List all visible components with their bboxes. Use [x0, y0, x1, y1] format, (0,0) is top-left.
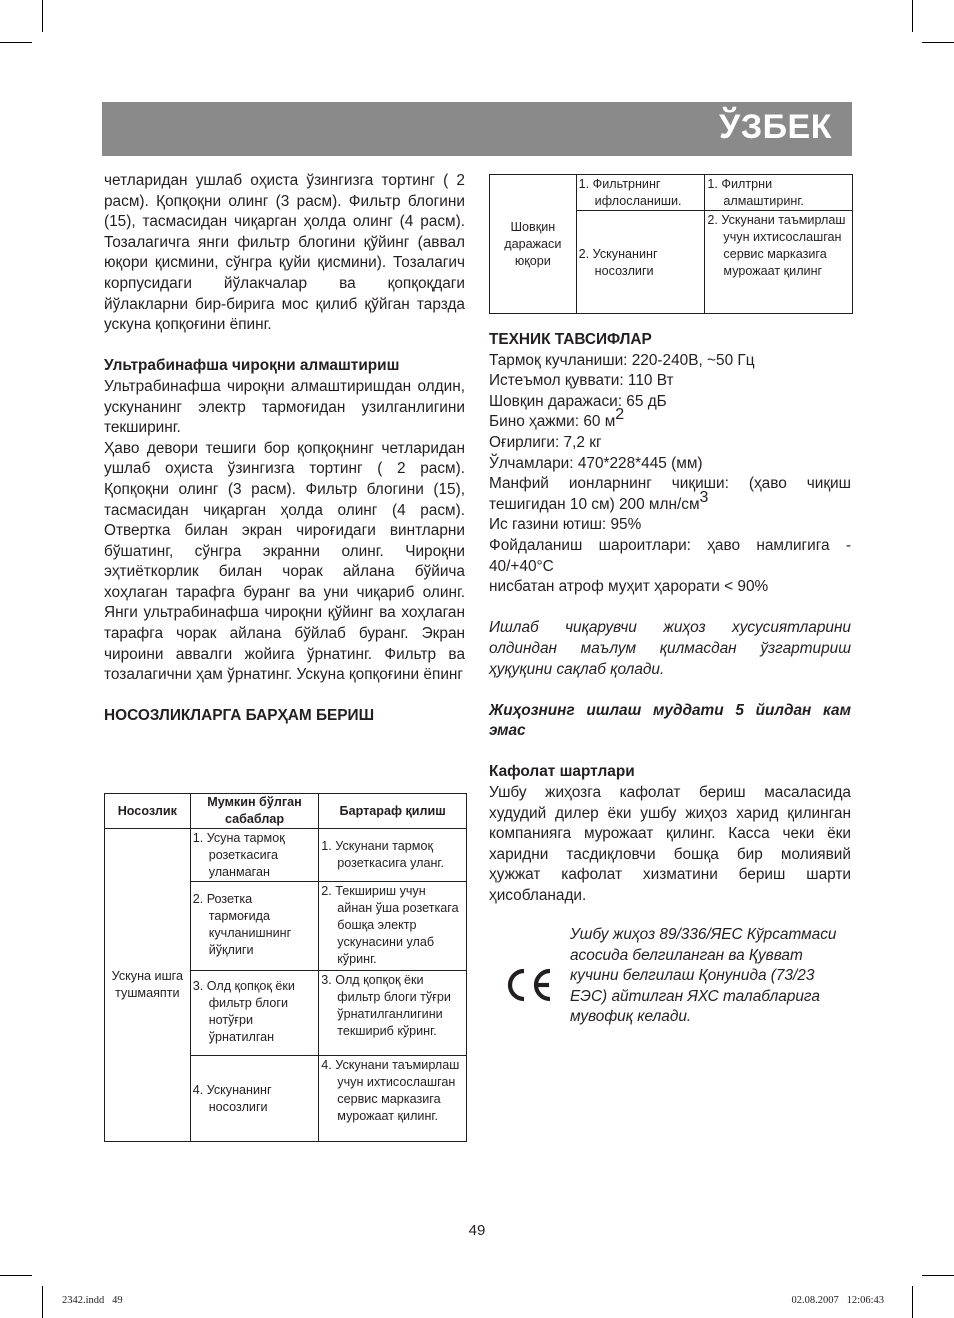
- cause-cell: 1. Усуна тармоқ розеткасига уланмаган: [192, 831, 285, 879]
- ce-mark-icon: [504, 967, 554, 1003]
- troubleshooting-table: [104, 793, 467, 1142]
- filter-replace-paragraph: четларидан ушлаб оҳиста ўзингизга тортинг ( 2 расм). Қопқоқни олинг (3 расм). Фильтр блогини (15), тасмасидан чиқарган ҳолда олинг (4 расм). Тозалагичга янги фильтр блогини қўйинг (аввал юқори қисмини, сўнгра қуйи қисмини). Тозалагич корпусидаги йўлакчалар ва қопқоқдаги йўлакларни бир-бирига мос қилиб қўйган тарзда ускуна қопқоғини ёпинг.: [104, 172, 465, 334]
- fix-cell: 1. Ускунани тармоқ розеткасига уланг.: [321, 839, 444, 870]
- uv-lamp-paragraph-2: Ҳаво девори тешиги бор қопқоқнинг четларидан ушлаб оҳиста ўзингизга тортинг ( 2 расм). Қопқоқни олинг (3 расм). Фильтр блогини (15), тасмасидан чиқарган ҳолда олинг (4 расм). Отвертка билан экран чироғидаги винтларни бўшатинг, сўнгра экранни олинг. Чироқни эҳтиёткорлик билан чорак айлана бўйича хоҳлаган тарафга буранг ва уни чиқариб олинг. Янги ультрабинафша чироқни қўйинг ва хоҳлаган тарафга чорак айлана бўйлаб буранг. Экран чироини аввалги жойига ўрнатинг. Фильтр ва тозалагични ҳам ўрнатинг. Ускуна қопқоғини ёпинг: [104, 439, 465, 684]
- spec-ions-text: Манфий ионларнинг чиқиши: (ҳаво чиқиш тешигидан 10 см) 200 млн/см: [489, 475, 851, 513]
- footer-date-info: 02.08.2007 12:06:43: [791, 1295, 884, 1306]
- cause-cell: 1. Фильтрнинг ифлосланиши.: [578, 177, 682, 208]
- warranty-heading: Кафолат шартлари: [489, 763, 635, 781]
- fix-cell: 2. Ускунани таъмирлаш учун ихтисослашган сервис марказига мурожаат қилинг: [707, 213, 846, 278]
- crop-mark: [42, 0, 43, 32]
- ce-compliance-text: Ушбу жиҳоз 89/336/ЯЕС Кўрсатмаси асосида белгиланган ва Қувват кучини белгилаш Қонунида (73/23 ЕЭС) айтилган ЯХС талабларига мувофиқ келади.: [570, 926, 837, 1026]
- spec-dimensions: Ўлчамлари: 470*228*445 (мм): [489, 454, 703, 472]
- crop-mark: [912, 0, 913, 32]
- fix-cell: 1. Филтрни алмаштиринг.: [707, 177, 804, 208]
- crop-mark: [922, 1275, 954, 1276]
- spec-conditions: Фойдаланиш шароитлари: ҳаво намлигига - 40/+40°C: [489, 536, 851, 575]
- spec-conditions-2: нисбатан атроф муҳит ҳарорати < 90%: [489, 578, 769, 596]
- specs-heading: ТЕХНИК ТАВСИФЛАР: [489, 331, 652, 348]
- spec-power: Истеъмол қуввати: 110 Вт: [489, 372, 674, 390]
- fix-cell: 3. Олд қопқоқ ёки фильтр блоги тўғри ўрнатилганлигини текшириб кўринг.: [321, 973, 451, 1038]
- left-column: [104, 171, 465, 727]
- crop-mark: [922, 42, 954, 43]
- superscript: 3: [699, 488, 709, 506]
- spec-voltage: Тармоқ кучланиши: 220-240В, ~50 Гц: [489, 351, 755, 369]
- crop-mark: [912, 1286, 913, 1318]
- table-header-row: [105, 794, 467, 829]
- column-header: Бартараф қилиш: [319, 794, 467, 829]
- spec-smoke: Ис газини ютиш: 95%: [489, 516, 642, 534]
- footer-file-info: 2342.indd 49: [62, 1295, 123, 1306]
- troubleshooting-heading: НОСОЗЛИКЛАРГА БАРҲАМ БЕРИШ: [104, 707, 375, 725]
- spec-room-volume: [489, 406, 851, 433]
- cause-cell: 2. Розетка тармоғида кучланишнинг йўқлиги: [192, 892, 292, 957]
- page-number: 49: [468, 1222, 486, 1239]
- problem-cell: Ускуна ишга тушмаяпти: [105, 829, 191, 1142]
- cause-cell: 2. Ускунанинг носозлиги: [578, 246, 658, 278]
- cause-cell: 4. Ускунанинг носозлиги: [192, 1083, 272, 1114]
- crop-mark: [0, 42, 32, 43]
- column-header: Мумкин бўлган сабаблар: [190, 794, 319, 829]
- superscript: 2: [615, 406, 625, 424]
- crop-mark: [0, 1275, 32, 1276]
- spec-room-text: Бино ҳажми: 60 м: [489, 413, 616, 431]
- language-banner: [102, 102, 852, 156]
- language-title: ЎЗБЕК: [719, 108, 832, 146]
- cause-cell: 3. Олд қопқоқ ёки фильтр блоги нотўғри ўрнатилган: [192, 979, 295, 1044]
- uv-lamp-heading: Ультрабинафша чироқни алмаштириш: [104, 357, 400, 375]
- warranty-text: Ушбу жиҳозга кафолат бериш масаласида худудий дилер ёки ушбу жиҳоз харид қилинган компанияга мурожаат қилинг. Касса чеки ёки харидни тасдиқловчи бошқа бир молиявий ҳужжат кафолат хизматини бериш шарти ҳисобланади.: [489, 784, 851, 905]
- right-column: [489, 330, 851, 907]
- table-row: [490, 175, 853, 211]
- problem-cell: Шовқин даражаси юқори: [490, 175, 577, 314]
- crop-mark: [42, 1286, 43, 1318]
- uv-lamp-paragraph-1: Ультрабинафша чироқни алмаштиришдан олдин, ускунанинг электр тармоғидан узилганлигини текширинг.: [104, 377, 465, 437]
- column-header: Носозлик: [105, 794, 191, 829]
- manufacturer-note: Ишлаб чиқарувчи жиҳоз хусусиятларини олдиндан маълум қилмасдан ўзгартириш ҳуқуқини сақлаб қолади.: [489, 619, 851, 678]
- lifetime-note: Жиҳознинг ишлаш муддати 5 йилдан кам эмас: [489, 701, 851, 740]
- noise-troubleshooting-table: [489, 174, 853, 314]
- spec-ions: [489, 474, 851, 515]
- fix-cell: 2. Текшириш учун айнан ўша розеткага бошқа электр ускунасини улаб кўринг.: [321, 884, 459, 966]
- table-row: [105, 829, 467, 882]
- fix-cell: 4. Ускунани таъмирлаш учун ихтисослашган сервис марказига мурожаат қилинг.: [321, 1058, 460, 1123]
- spec-weight: Оғирлиги: 7,2 кг: [489, 433, 602, 451]
- spec-noise: Шовқин даражаси: 65 дБ: [489, 392, 667, 410]
